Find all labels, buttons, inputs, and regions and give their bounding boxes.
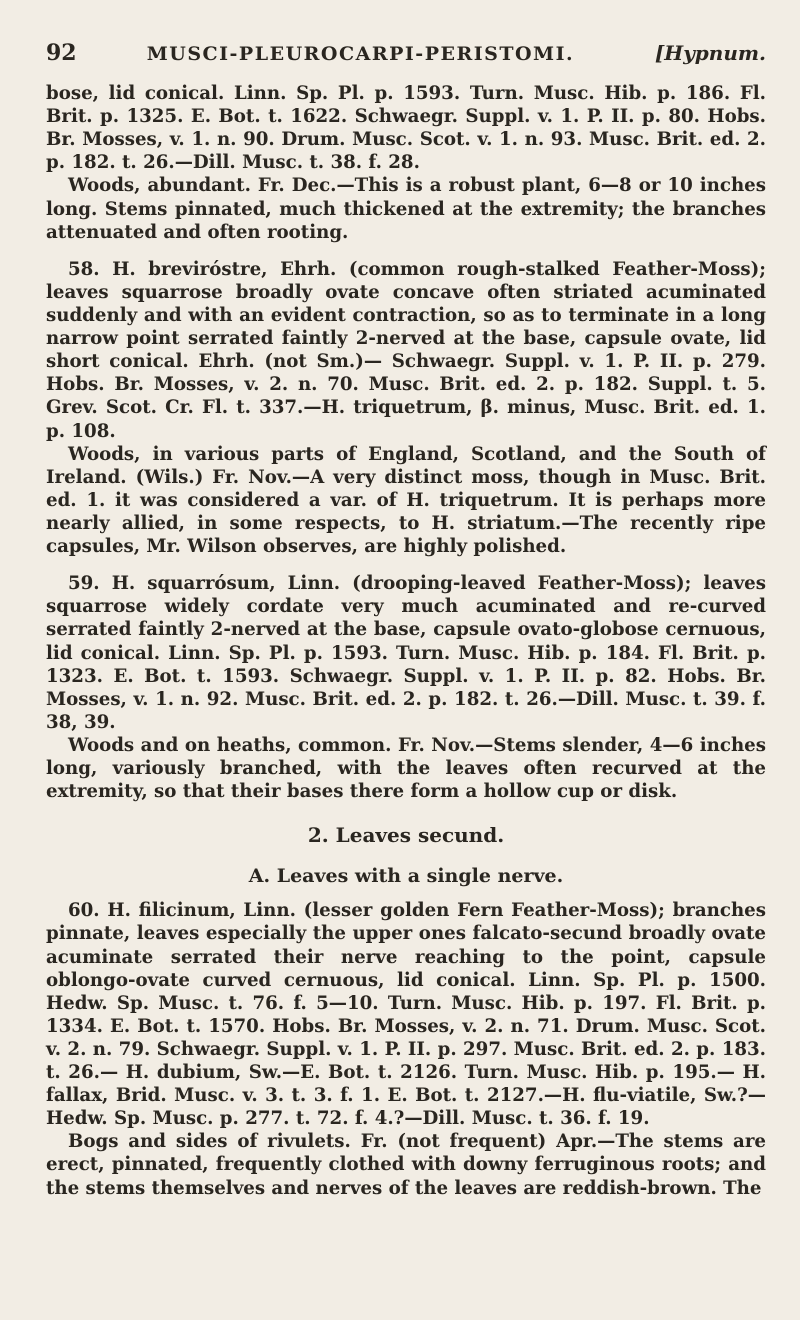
paragraph-habitat-60: Bogs and sides of rivulets. Fr. (not frequent) Apr.—The stems are erect, pinnated, frequently clothed with downy ferruginous roots; and the stems themselves and nerves of the leaves are reddish-brown. The (46, 1131, 766, 1199)
subsection-heading: A. Leaves with a single nerve. (248, 865, 564, 888)
paragraph-species-60: 60. H. filicinum, Linn. (lesser golden Fern Feather-Moss); branches pinnate, leaves especially the upper ones falcato-secund broadly ovate acuminate serrated their nerve reaching to the point, capsule oblongo-ovate curved cernuous, lid conical. Linn. Sp. Pl. p. 1500. Hedw. Sp. Musc. t. 76. f. 5—10. Turn. Musc. Hib. p. 197. Fl. Brit. p. 1334. E. Bot. t. 1570. Hobs. Br. Mosses, v. 2. n. 71. Drum. Musc. Scot. v. 2. n. 79. Schwaegr. Suppl. v. 1. P. II. p. 297. Musc. Brit. ed. 2. p. 183. t. 26.— H. dubium, Sw.—E. Bot. t. 2126. Turn. Musc. Hib. p. 195.— H. fallax, Brid. Musc. v. 3. t. 3. f. 1. E. Bot. t. 2127.—H. flu-viatile, Sw.?—Hedw. Sp. Musc. p. 277. t. 72. f. 4.?—Dill. Musc. t. 36. f. 19. (46, 900, 766, 1130)
running-title: MUSCI-PLEUROCARPI-PERISTOMI. (146, 43, 575, 65)
paragraph-habitat-59: Woods and on heaths, common. Fr. Nov.—Stems slender, 4—6 inches long, variously branched, with the leaves often recurved at the extremity, so that their bases there form a hollow cup or disk. (46, 734, 766, 803)
paragraph-species-59: 59. H. squarrósum, Linn. (drooping-leaved Feather-Moss); leaves squarrose widely cordate very much acuminated and re-curved serrated faintly 2-nerved at the base, capsule ovato-globose cernuous, lid conical. Linn. Sp. Pl. p. 1593. Turn. Musc. Hib. p. 184. Fl. Brit. p. 1323. E. Bot. t. 1593. Schwaegr. Suppl. v. 1. P. II. p. 82. Hobs. Br. Mosses, v. 1. n. 92. Musc. Brit. ed. 2. p. 182. t. 26.—Dill. Musc. t. 39. f. 38, 39. (46, 573, 766, 733)
genus-heading: [Hypnum. (654, 41, 766, 65)
page-number: 92 (46, 40, 77, 66)
section-heading: 2. Leaves secund. (307, 823, 505, 848)
paragraph-continued-entry: bose, lid conical. Linn. Sp. Pl. p. 1593. Turn. Musc. Hib. p. 186. Fl. Brit. p. 1325. E. Bot. t. 1622. Schwaegr. Suppl. v. 1. P. II. p. 80. Hobs. Br. Mosses, v. 1. n. 90. Drum. Musc. Scot. v. 1. n. 93. Musc. Brit. ed. 2. p. 182. t. 26.—Dill. Musc. t. 38. f. 28. (46, 83, 766, 174)
paragraph-habitat-57: Woods, abundant. Fr. Dec.—This is a robust plant, 6—8 or 10 inches long. Stems pinnated, much thickened at the extremity; the branches attenuated and often rooting. (46, 175, 766, 243)
paragraph-species-58: 58. H. breviróstre, Ehrh. (common rough-stalked Feather-Moss); leaves squarrose broadly ovate concave often striated acuminated suddenly and with an evident contraction, so as to terminate in a long narrow point serrated faintly 2-nerved at the base, capsule ovate, lid short conical. Ehrh. (not Sm.)— Schwaegr. Suppl. v. 1. P. II. p. 279. Hobs. Br. Mosses, v. 2. n. 70. Musc. Brit. ed. 2. p. 182. Suppl. t. 5. Grev. Scot. Cr. Fl. t. 337.—H. triquetrum, β. minus, Musc. Brit. ed. 1. p. 108. (46, 258, 766, 442)
paragraph-habitat-58: Woods, in various parts of England, Scotland, and the South of Ireland. (Wils.) Fr. Nov.—A very distinct moss, though in Musc. Brit. ed. 1. it was considered a var. of H. triquetrum. It is perhaps more nearly allied, in some respects, to H. striatum.—The recently ripe capsules, Mr. Wilson observes, are highly polished. (46, 443, 766, 558)
running-head (46, 40, 766, 66)
